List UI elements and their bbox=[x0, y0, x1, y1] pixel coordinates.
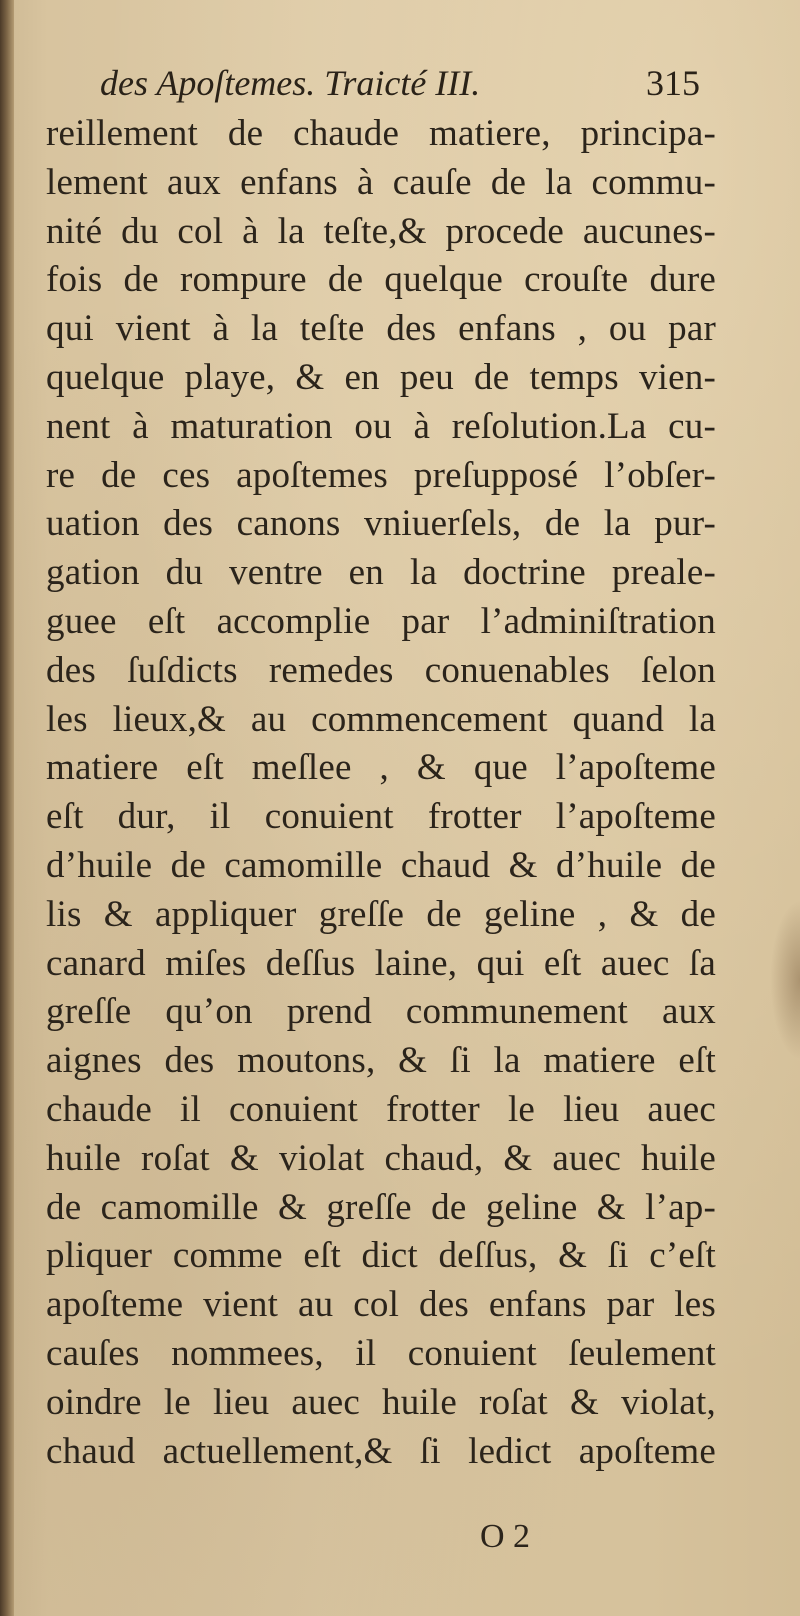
text-line: qui vient à la teſte des enfans , ou par bbox=[46, 308, 716, 350]
text-line: chaude il conuient frotter le lieu auec bbox=[46, 1088, 716, 1130]
text-line: pliquer comme eſt dict deſſus, & ſi c’eſt bbox=[46, 1235, 716, 1277]
text-line: lement aux enfans à cauſe de la commu- bbox=[46, 161, 716, 203]
text-line: chaud actuellement,& ſi ledict apoſteme bbox=[46, 1430, 716, 1472]
text-line: fois de rompure de quelque crouſte dure bbox=[46, 259, 716, 301]
text-line: reillement de chaude matiere, principa- bbox=[46, 113, 716, 154]
body-text bbox=[46, 110, 716, 1510]
text-line: matiere eſt meſlee , & que l’apoſteme bbox=[46, 747, 716, 789]
text-line: lis & appliquer greſſe de geline , & de bbox=[46, 893, 716, 935]
running-title: des Apoſtemes. Traicté III. bbox=[100, 63, 481, 103]
text-line: oindre le lieu auec huile roſat & violat, bbox=[46, 1381, 716, 1423]
page-header bbox=[100, 62, 700, 110]
text-line: des ſuſdicts remedes conuenables ſelon bbox=[46, 649, 716, 691]
page-gutter bbox=[0, 0, 14, 1616]
text-line: nent à maturation ou à reſolution.La cu- bbox=[46, 405, 716, 447]
text-line: apoſteme vient au col des enfans par les bbox=[46, 1284, 716, 1326]
text-line: eſt dur, il conuient frotter l’apoſteme bbox=[46, 796, 716, 838]
text-line: canard miſes deſſus laine, qui eſt auec ſa bbox=[46, 942, 716, 984]
text-line: huile roſat & violat chaud, & auec huile bbox=[46, 1137, 716, 1179]
text-line: guee eſt accomplie par l’adminiſtration bbox=[46, 600, 716, 642]
text-line: aignes des moutons, & ſi la matiere eſt bbox=[46, 1040, 716, 1082]
text-line: d’huile de camomille chaud & d’huile de bbox=[46, 844, 716, 886]
signature-mark: O 2 bbox=[480, 1518, 531, 1555]
text-line: uation des canons vniuerſels, de la pur- bbox=[46, 503, 716, 545]
text-line: de camomille & greſſe de geline & l’ap- bbox=[46, 1186, 716, 1228]
text-line: les lieux,& au commencement quand la bbox=[46, 698, 716, 740]
text-line: gation du ventre en la doctrine preale- bbox=[46, 552, 716, 594]
text-line: re de ces apoſtemes preſupposé l’obſer- bbox=[46, 454, 716, 496]
text-line: greſſe qu’on prend communement aux bbox=[46, 991, 716, 1033]
page-number: 315 bbox=[646, 63, 700, 103]
paper-stain bbox=[770, 900, 800, 1060]
text-line: quelque playe, & en peu de temps vien- bbox=[46, 356, 716, 398]
text-line: cauſes nommees, il conuient ſeulement bbox=[46, 1332, 716, 1374]
text-line: nité du col à la teſte,& procede aucunes- bbox=[46, 210, 716, 252]
